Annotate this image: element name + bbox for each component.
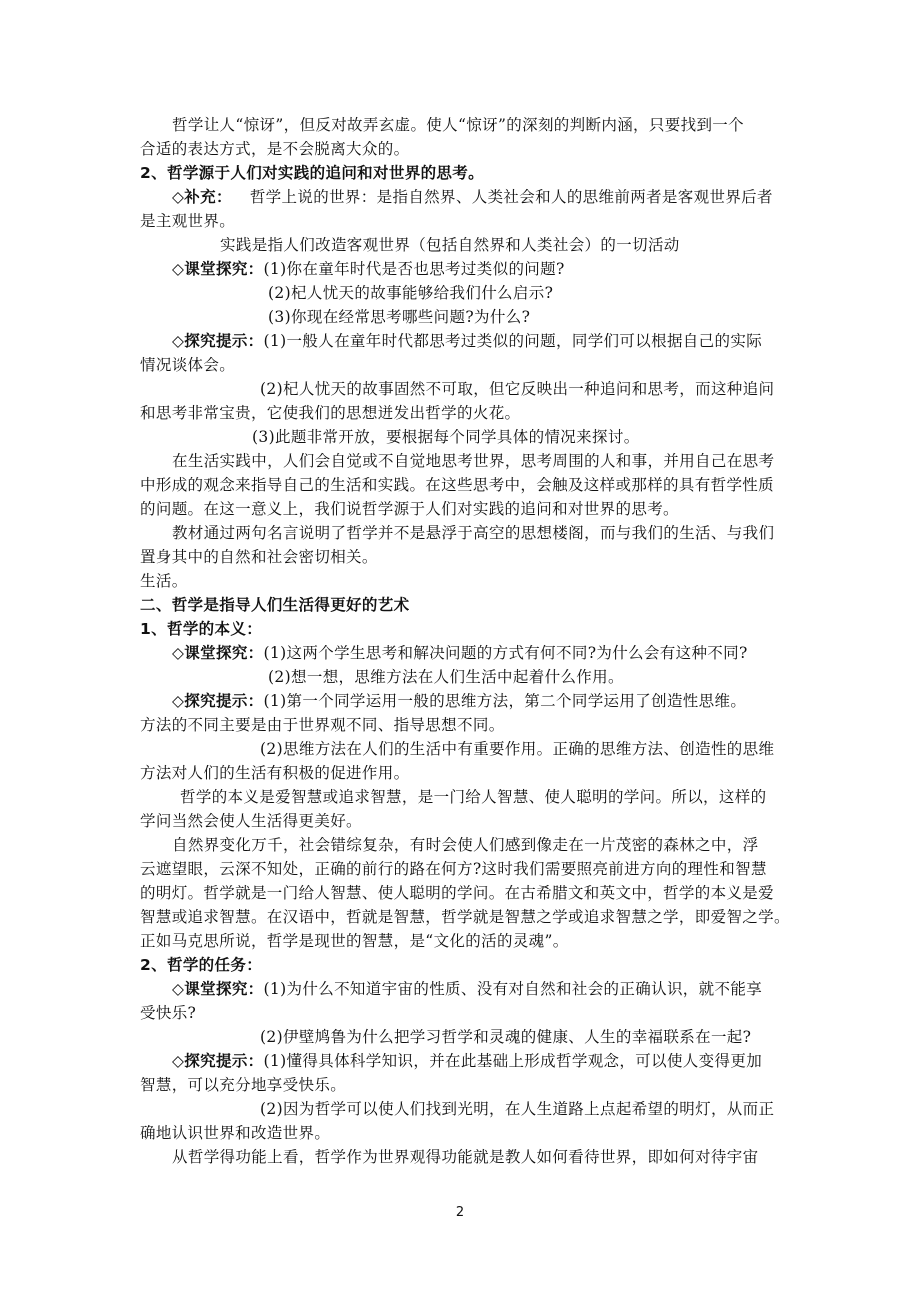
inquiry-hint-line — [140, 329, 822, 353]
question-line: (2)伊壁鸠鲁为什么把学习哲学和灵魂的健康、人生的幸福联系在一起? — [260, 1028, 752, 1046]
chapter-heading: 二、哲学是指导人们生活得更好的艺术 — [140, 596, 410, 614]
paragraph-line: 哲学让人“惊讶”，但反对故弄玄虚。使人“惊讶”的深刻的判断内涵，只要找到一个 — [172, 116, 744, 134]
paragraph-line: 的问题。在这一意义上，我们说哲学源于人们对实践的追问和对世界的思考。 — [140, 500, 679, 518]
classroom-inquiry-label: ◇课堂探究： — [172, 644, 264, 662]
paragraph-line: 是主观世界。 — [140, 212, 236, 230]
paragraph-line: 教材通过两句名言说明了哲学并不是悬浮于高空的思想楼阁，而与我们的生活、与我们 — [172, 524, 775, 542]
classroom-inquiry-label: ◇课堂探究： — [172, 980, 264, 998]
paragraph-line: 智慧或追求智慧。在汉语中，哲就是智慧，哲学就是智慧之学或追求智慧之学，即爱智之学。 — [140, 908, 790, 926]
supplement-label: ◇补充： — [172, 188, 232, 206]
section-heading: 2、哲学源于人们对实践的追问和对世界的思考。 — [140, 164, 484, 182]
paragraph-line: 自然界变化万千，社会错综复杂，有时会使人们感到像走在一片茂密的森林之中，浮 — [172, 836, 759, 854]
inquiry-hint-line — [140, 689, 822, 713]
hint-line: (2)思维方法在人们的生活中有重要作用。正确的思维方法、创造性的思维 — [260, 740, 775, 758]
paragraph-line: 和思考非常宝贵，它使我们的思想迸发出哲学的火花。 — [140, 404, 521, 422]
hint-line: (2)因为哲学可以使人们找到光明，在人生道路上点起希望的明灯，从而正 — [260, 1100, 775, 1118]
paragraph-line: 方法的不同主要是由于世界观不同、指导思想不同。 — [140, 716, 505, 734]
classroom-inquiry-line — [140, 257, 822, 281]
inquiry-hint-label: ◇探究提示： — [172, 1052, 264, 1070]
paragraph-line: 情况谈体会。 — [140, 356, 236, 374]
paragraph-line: 确地认识世界和改造世界。 — [140, 1124, 331, 1142]
supplement-text: 哲学上说的世界：是指自然界、人类社会和人的思维前两者是客观世界后者 — [249, 188, 773, 206]
hint-line: (2)杞人忧天的故事固然不可取，但它反映出一种追问和思考，而这种追问 — [260, 380, 775, 398]
question-text: (1)为什么不知道宇宙的性质、没有对自然和社会的正确认识，就不能享 — [263, 980, 763, 998]
hint-text: (1)一般人在童年时代都思考过类似的问题，同学们可以根据自己的实际 — [263, 332, 763, 350]
classroom-inquiry-label: ◇课堂探究： — [172, 260, 264, 278]
page-number: 2 — [455, 1205, 465, 1220]
classroom-inquiry-line — [140, 977, 822, 1001]
paragraph-line: 实践是指人们改造客观世界（包括自然界和人类社会）的一切活动 — [220, 236, 680, 254]
classroom-inquiry-line — [140, 641, 822, 665]
paragraph-line: 学问当然会使人生活得更美好。 — [140, 812, 362, 830]
hint-line: (3)此题非常开放，要根据每个同学具体的情况来探讨。 — [252, 428, 640, 446]
section-heading: 1、哲学的本义： — [140, 620, 263, 638]
paragraph-line: 置身其中的自然和社会密切相关。 — [140, 548, 378, 566]
question-line: (2)想一想，思维方法在人们生活中起着什么作用。 — [268, 668, 624, 686]
paragraph-line: 在生活实践中，人们会自觉或不自觉地思考世界，思考周围的人和事，并用自己在思考 — [172, 452, 775, 470]
paragraph-line: 生活。 — [140, 572, 188, 590]
paragraph-line: 哲学的本义是爱智慧或追求智慧，是一门给人智慧、使人聪明的学问。所以，这样的 — [180, 788, 767, 806]
paragraph-line: 的明灯。哲学就是一门给人智慧、使人聪明的学问。在古希腊文和英文中，哲学的本义是爱 — [140, 884, 775, 902]
question-text: (1)你在童年时代是否也思考过类似的问题? — [263, 260, 565, 278]
paragraph-line: 方法对人们的生活有积极的促进作用。 — [140, 764, 410, 782]
inquiry-hint-line — [140, 1049, 822, 1073]
inquiry-hint-label: ◇探究提示： — [172, 332, 264, 350]
paragraph-line: 正如马克思所说，哲学是现世的智慧，是“文化的活的灵魂”。 — [140, 932, 569, 950]
section-heading: 2、哲学的任务： — [140, 956, 263, 974]
paragraph-line: 合适的表达方式，是不会脱离大众的。 — [140, 140, 410, 158]
paragraph-line: 中形成的观念来指导自己的生活和实践。在这些思考中，会触及这样或那样的具有哲学性质 — [140, 476, 775, 494]
inquiry-hint-label: ◇探究提示： — [172, 692, 264, 710]
question-line: (3)你现在经常思考哪些问题?为什么? — [268, 308, 531, 326]
paragraph-line: 从哲学得功能上看，哲学作为世界观得功能就是教人如何看待世界，即如何对待宇宙 — [172, 1148, 759, 1166]
question-text: (1)这两个学生思考和解决问题的方式有何不同?为什么会有这种不同? — [263, 644, 748, 662]
paragraph-line: 受快乐? — [140, 1004, 197, 1022]
paragraph-line: 智慧，可以充分地享受快乐。 — [140, 1076, 347, 1094]
question-line: (2)杞人忧天的故事能够给我们什么启示? — [268, 284, 554, 302]
hint-text: (1)懂得具体科学知识，并在此基础上形成哲学观念，可以使人变得更加 — [263, 1052, 763, 1070]
hint-text: (1)第一个同学运用一般的思维方法，第二个同学运用了创造性思维。 — [263, 692, 747, 710]
supplement-line — [140, 185, 822, 209]
paragraph-line: 云遮望眼，云深不知处，正确的前行的路在何方?这时我们需要照亮前进方向的理性和智慧 — [140, 860, 767, 878]
